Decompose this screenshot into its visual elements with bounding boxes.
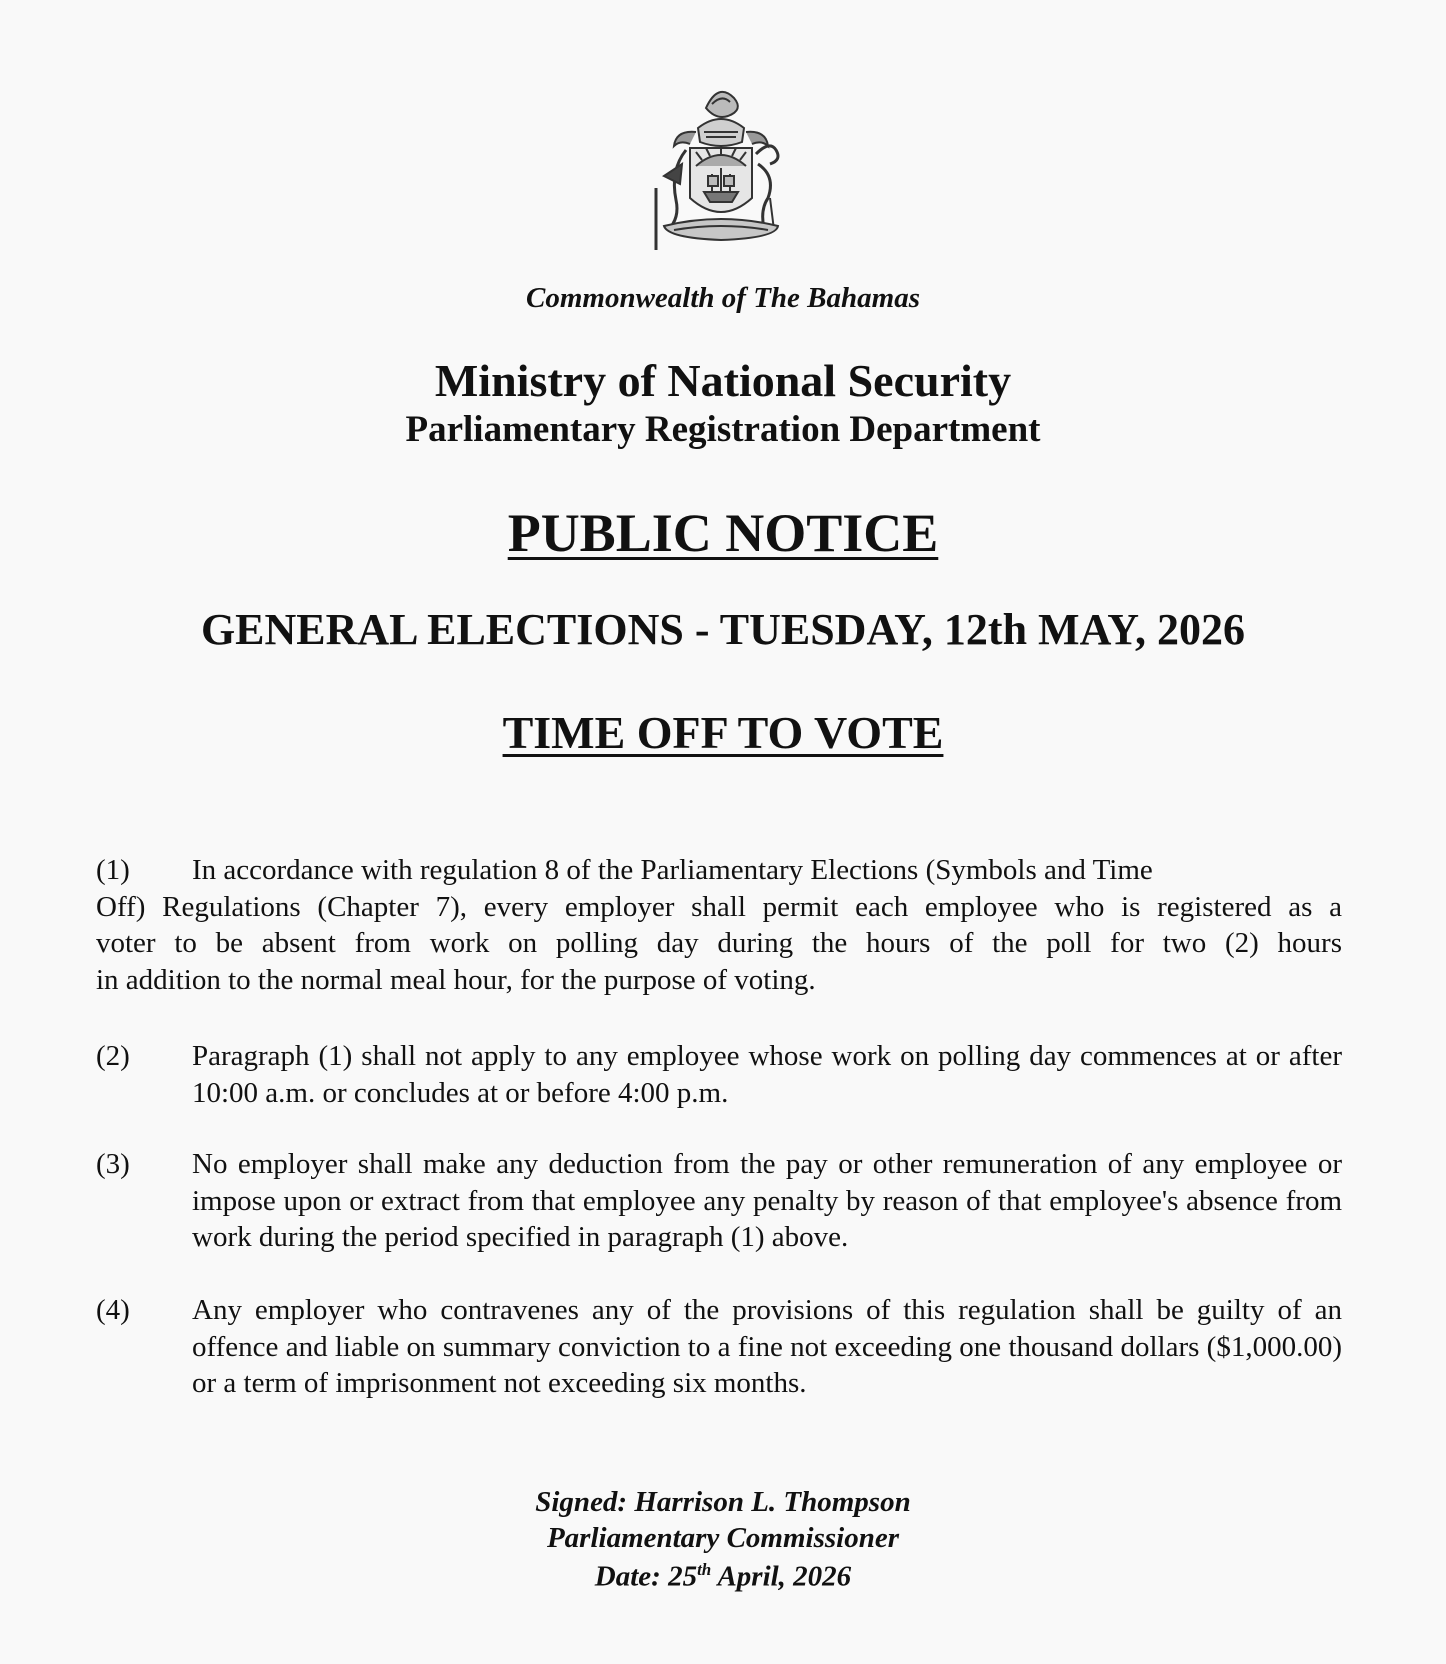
paragraph-number: (1) xyxy=(96,854,130,886)
paragraph-text: Paragraph (1) shall not apply to any employee whose work on polling day commences at or after 10:00 a.m. or concludes at or before 4:00 p.m. xyxy=(192,1040,1342,1109)
paragraph-text: in addition to the normal meal hour, for the purpose of voting. xyxy=(96,963,816,996)
elections-heading: GENERAL ELECTIONS - TUESDAY, 12th MAY, 2026 xyxy=(200,605,1246,654)
paragraph-text: No employer shall make any deduction from the pay or other remuneration of any employee or impose upon or extract from that employee any penalty by reason of that employee's absence from work during the period specified in paragraph (1) above. xyxy=(192,1148,1342,1253)
bahamas-coat-of-arms-icon xyxy=(646,80,796,252)
paragraph-1-first-line xyxy=(96,852,1342,889)
paragraph-text: voter to be absent from work on polling day during the hours of the poll for two (2) hours xyxy=(96,927,1342,959)
paragraph-3 xyxy=(96,1146,1342,1256)
notice-title: PUBLIC NOTICE xyxy=(507,503,939,563)
paragraph-number: (2) xyxy=(96,1040,130,1072)
date-prefix: Date: 25 xyxy=(594,1560,698,1593)
paragraph-number: (3) xyxy=(96,1148,130,1180)
notice-date xyxy=(0,1560,1446,1594)
paragraph-1 xyxy=(96,852,1342,998)
signer-role: Parliamentary Commissioner xyxy=(546,1522,900,1554)
signed-by: Signed: Harrison L. Thompson xyxy=(535,1486,911,1518)
ministry-heading: Ministry of National Security xyxy=(434,355,1012,406)
date-suffix: April, 2026 xyxy=(711,1560,852,1593)
date-ordinal: th xyxy=(697,1560,712,1579)
department-heading: Parliamentary Registration Department xyxy=(405,409,1041,450)
paragraph-4 xyxy=(96,1292,1342,1402)
commonwealth-heading: Commonwealth of The Bahamas xyxy=(526,282,920,314)
paragraph-2 xyxy=(96,1038,1342,1111)
paragraph-text: Any employer who contravenes any of the provisions of this regulation shall be guilty of an offence and liable on summary conviction to a fine not exceeding one thousand dollars ($1,000.00) or a term of imprisonment not exceeding six months. xyxy=(192,1294,1342,1399)
paragraph-number: (4) xyxy=(96,1294,130,1326)
time-off-heading: TIME OFF TO VOTE xyxy=(502,707,944,758)
paragraph-text: In accordance with regulation 8 of the Parliamentary Elections (Symbols and Time xyxy=(192,854,1153,886)
paragraph-text: Off) Regulations (Chapter 7), every employer shall permit each employee who is registered as a xyxy=(96,890,1342,923)
